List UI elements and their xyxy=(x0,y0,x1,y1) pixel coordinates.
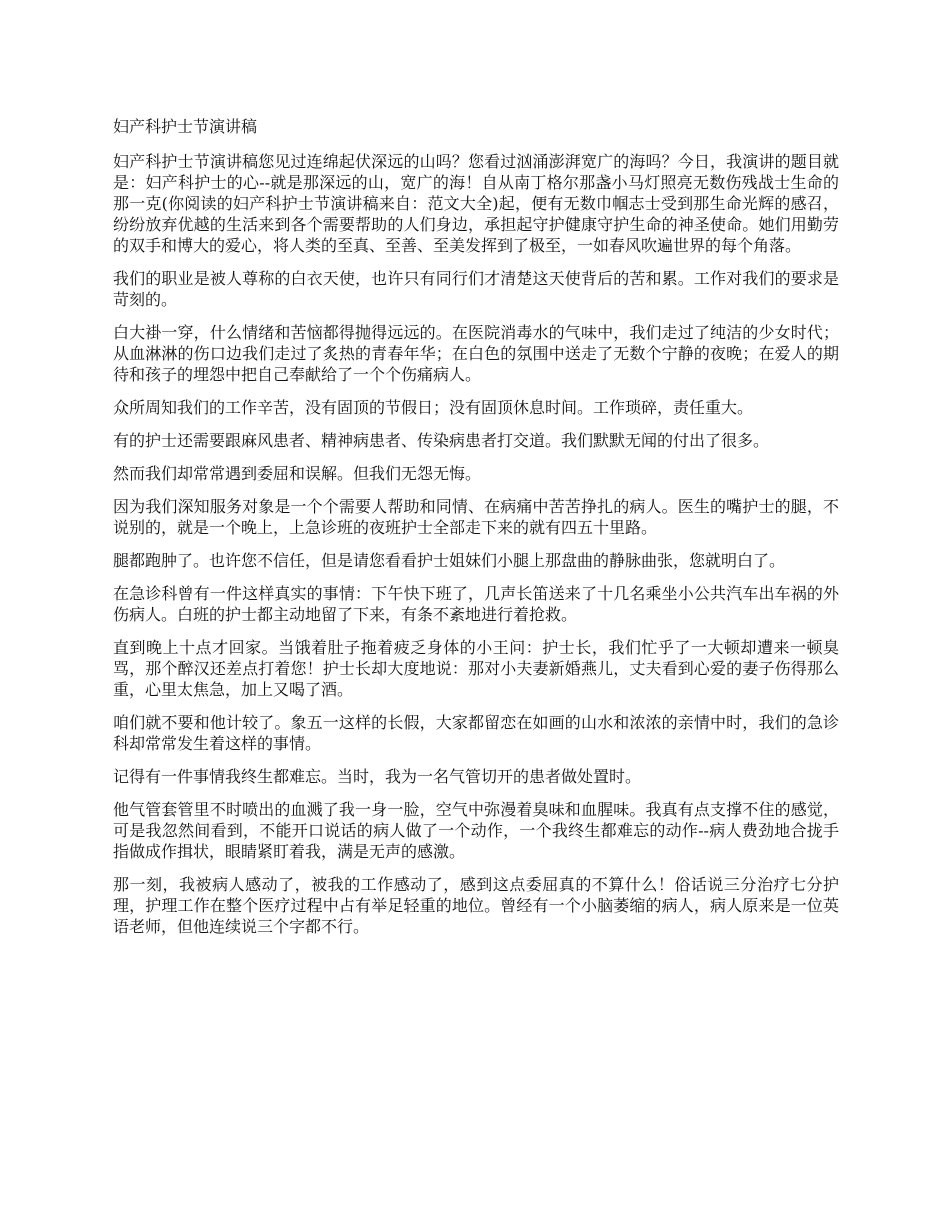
paragraph: 白大褂一穿，什么情绪和苦恼都得抛得远远的。在医院消毒水的气味中，我们走过了纯洁的少女时代；从血淋淋的伤口边我们走过了炙热的青春年华；在白色的氛围中送走了无数个宁静的夜晚；在爱人的期待和孩子的埋怨中把自己奉献给了一个个伤痛病人。 xyxy=(113,323,839,384)
paragraph: 腿都跑肿了。也许您不信任，但是请您看看护士姐妹们小腿上那盘曲的静脉曲张，您就明白了。 xyxy=(113,551,786,570)
document-title: 妇产科护士节演讲稿 xyxy=(113,117,258,136)
paragraph: 记得有一件事情我终生都难忘。当时，我为一名气管切开的患者做处置时。 xyxy=(113,767,642,786)
paragraph: 那一刻，我被病人感动了，被我的工作感动了，感到这点委屈真的不算什么！俗话说三分治疗七分护理，护理工作在整个医疗过程中占有举足轻重的地位。曾经有一个小脑萎缩的病人，病人原来是一位英语老师，但他连续说三个字都不行。 xyxy=(113,875,839,936)
paragraph: 有的护士还需要跟麻风患者、精神病患者、传染病患者打交道。我们默默无闻的付出了很多。 xyxy=(113,431,770,450)
paragraph: 直到晚上十点才回家。当饿着肚子拖着疲乏身体的小王问：护士长，我们忙乎了一大顿却遭来一顿臭骂，那个醉汉还差点打着您！护士长却大度地说：那对小夫妻新婚燕儿，丈夫看到心爱的妻子伤得那么重，心里太焦急，加上又喝了酒。 xyxy=(113,638,839,699)
paragraph: 因为我们深知服务对象是一个个需要人帮助和同情、在病痛中苦苦挣扎的病人。医生的嘴护士的腿，不说别的，就是一个晚上，上急诊班的夜班护士全部走下来的就有四五十里路。 xyxy=(113,497,839,537)
paragraph: 咱们就不要和他计较了。象五一这样的长假，大家都留恋在如画的山水和浓浓的亲情中时，我们的急诊科却常常发生着这样的事情。 xyxy=(113,713,839,753)
paragraph: 妇产科护士节演讲稿您见过连绵起伏深远的山吗？您看过汹涌澎湃宽广的海吗？今日，我演讲的题目就是：妇产科护士的心--就是那深远的山，宽广的海！自从南丁格尔那盏小马灯照亮无数伤残战士生命的那一克(你阅读的妇产科护士节演讲稿来自：范文大全)起，便有无数巾帼志士受到那生命光辉的感召，纷纷放弃优越的生活来到各个需要帮助的人们身边，承担起守护健康守护生命的神圣使命。她们用勤劳的双手和博大的爱心，将人类的至真、至善、至美发挥到了极至，一如春风吹遍世界的每个角落。 xyxy=(113,152,839,255)
paragraph: 他气管套管里不时喷出的血溅了我一身一脸，空气中弥漫着臭味和血腥味。我真有点支撑不住的感觉，可是我忽然间看到，不能开口说话的病人做了一个动作，一个我终生都难忘的动作--病人费劲地合拢手指做成作揖状，眼睛紧盯着我，满是无声的感激。 xyxy=(113,800,839,861)
paragraph: 在急诊科曾有一件这样真实的事情：下午快下班了，几声长笛送来了十几名乘坐小公共汽车出车祸的外伤病人。白班的护士都主动地留了下来，有条不紊地进行着抢救。 xyxy=(113,584,839,624)
document-page xyxy=(113,116,839,949)
paragraph: 我们的职业是被人尊称的白衣天使，也许只有同行们才清楚这天使背后的苦和累。工作对我们的要求是苛刻的。 xyxy=(113,269,839,309)
paragraph: 众所周知我们的工作辛苦，没有固顶的节假日；没有固顶休息时间。工作琐碎，责任重大。 xyxy=(113,398,754,417)
paragraph: 然而我们却常常遇到委屈和误解。但我们无怨无悔。 xyxy=(113,464,482,483)
